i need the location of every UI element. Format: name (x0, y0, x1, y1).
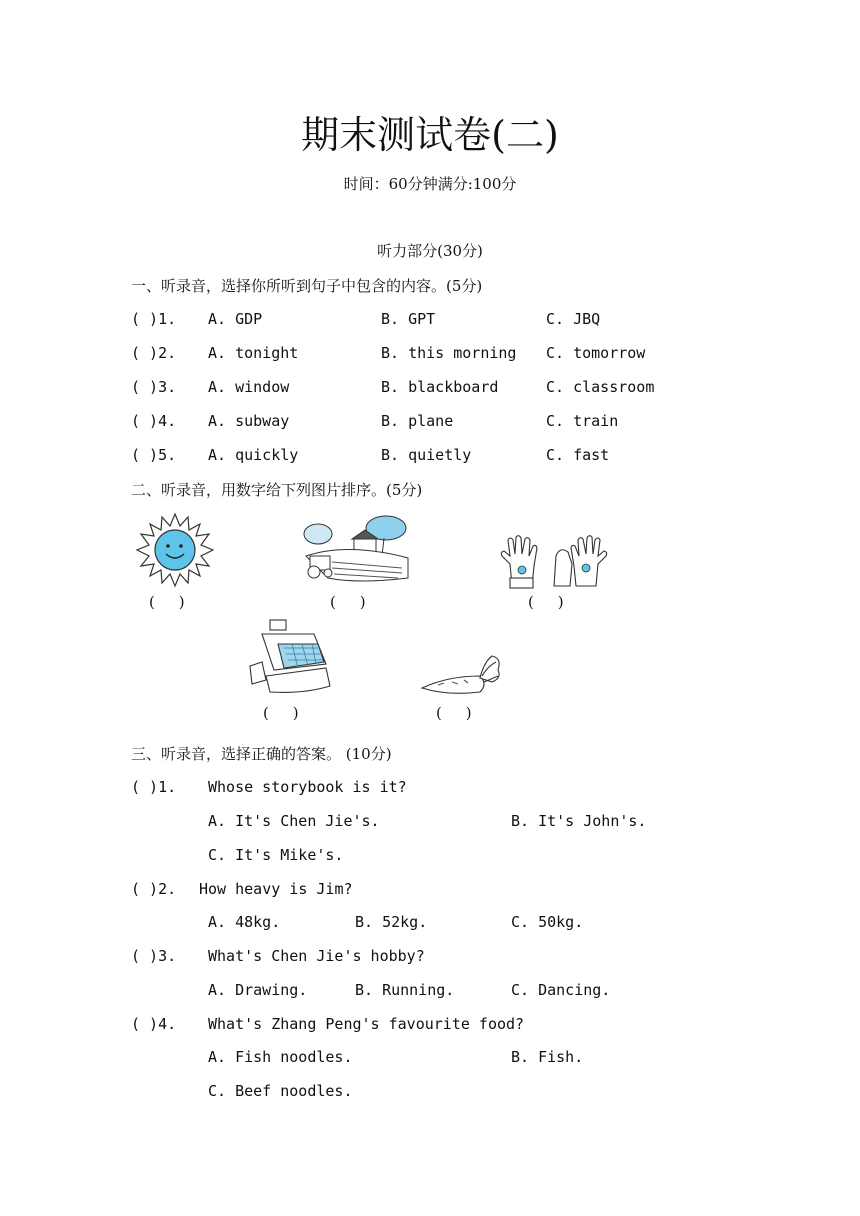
option-b: B. quietly (381, 446, 472, 464)
bed-icon (244, 618, 334, 698)
answer-blank: ( ) (330, 593, 366, 611)
option-b: B. 52kg. (355, 913, 428, 931)
option-c: C. train (546, 412, 619, 430)
option-c: C. It's Mike's. (208, 846, 344, 864)
option-a: A. tonight (208, 344, 299, 362)
question-text: What's Chen Jie's hobby? (208, 947, 425, 965)
page-title: 期末测试卷(二) (301, 113, 559, 157)
answer-blank: ( ) (436, 704, 472, 722)
option-c: C. fast (546, 446, 610, 464)
option-c: C. Beef noodles. (208, 1082, 353, 1100)
option-a: A. window (208, 378, 290, 396)
option-b: B. Running. (355, 981, 455, 999)
question-text: What's Zhang Peng's favourite food? (208, 1015, 525, 1033)
section1-heading: 一、听录音，选择你所听到句子中包含的内容。(5分) (131, 277, 483, 295)
option-b: B. blackboard (381, 378, 499, 396)
question-text: Whose storybook is it? (208, 778, 407, 796)
question-text: How heavy is Jim? (199, 880, 353, 898)
option-b: B. GPT (381, 310, 436, 328)
answer-blank: ( ) (528, 593, 564, 611)
option-a: A. Drawing. (208, 981, 308, 999)
option-a: A. GDP (208, 310, 263, 328)
option-a: A. quickly (208, 446, 299, 464)
option-b: B. this morning (381, 344, 517, 362)
option-a: A. subway (208, 412, 290, 430)
farm-tractor-icon (298, 512, 412, 584)
exam-time-info: 时间：60分钟满分:100分 (343, 175, 517, 193)
option-a: A. It's Chen Jie's. (208, 812, 380, 830)
option-b: B. It's John's. (511, 812, 647, 830)
item-number: ( )2. (131, 344, 177, 362)
answer-blank: ( ) (149, 593, 185, 611)
question-number: ( )4. (131, 1015, 177, 1033)
option-a: A. 48kg. (208, 913, 281, 931)
option-a: A. Fish noodles. (208, 1048, 353, 1066)
sun-icon (136, 512, 214, 588)
carrot-icon (418, 652, 504, 698)
item-number: ( )1. (131, 310, 177, 328)
question-number: ( )2. (131, 880, 177, 898)
option-b: B. plane (381, 412, 454, 430)
option-c: C. tomorrow (546, 344, 646, 362)
option-c: C. 50kg. (511, 913, 584, 931)
question-number: ( )1. (131, 778, 177, 796)
section2-heading: 二、听录音，用数字给下列图片排序。(5分) (131, 481, 423, 499)
answer-blank: ( ) (263, 704, 299, 722)
option-c: C. classroom (546, 378, 655, 396)
option-c: C. JBQ (546, 310, 601, 328)
item-number: ( )3. (131, 378, 177, 396)
option-b: B. Fish. (511, 1048, 584, 1066)
listening-part-heading: 听力部分(30分) (377, 242, 483, 260)
item-number: ( )4. (131, 412, 177, 430)
question-number: ( )3. (131, 947, 177, 965)
option-c: C. Dancing. (511, 981, 611, 999)
item-number: ( )5. (131, 446, 177, 464)
section3-heading: 三、听录音，选择正确的答案。 (10分) (131, 745, 392, 763)
gloves-icon (498, 534, 610, 590)
